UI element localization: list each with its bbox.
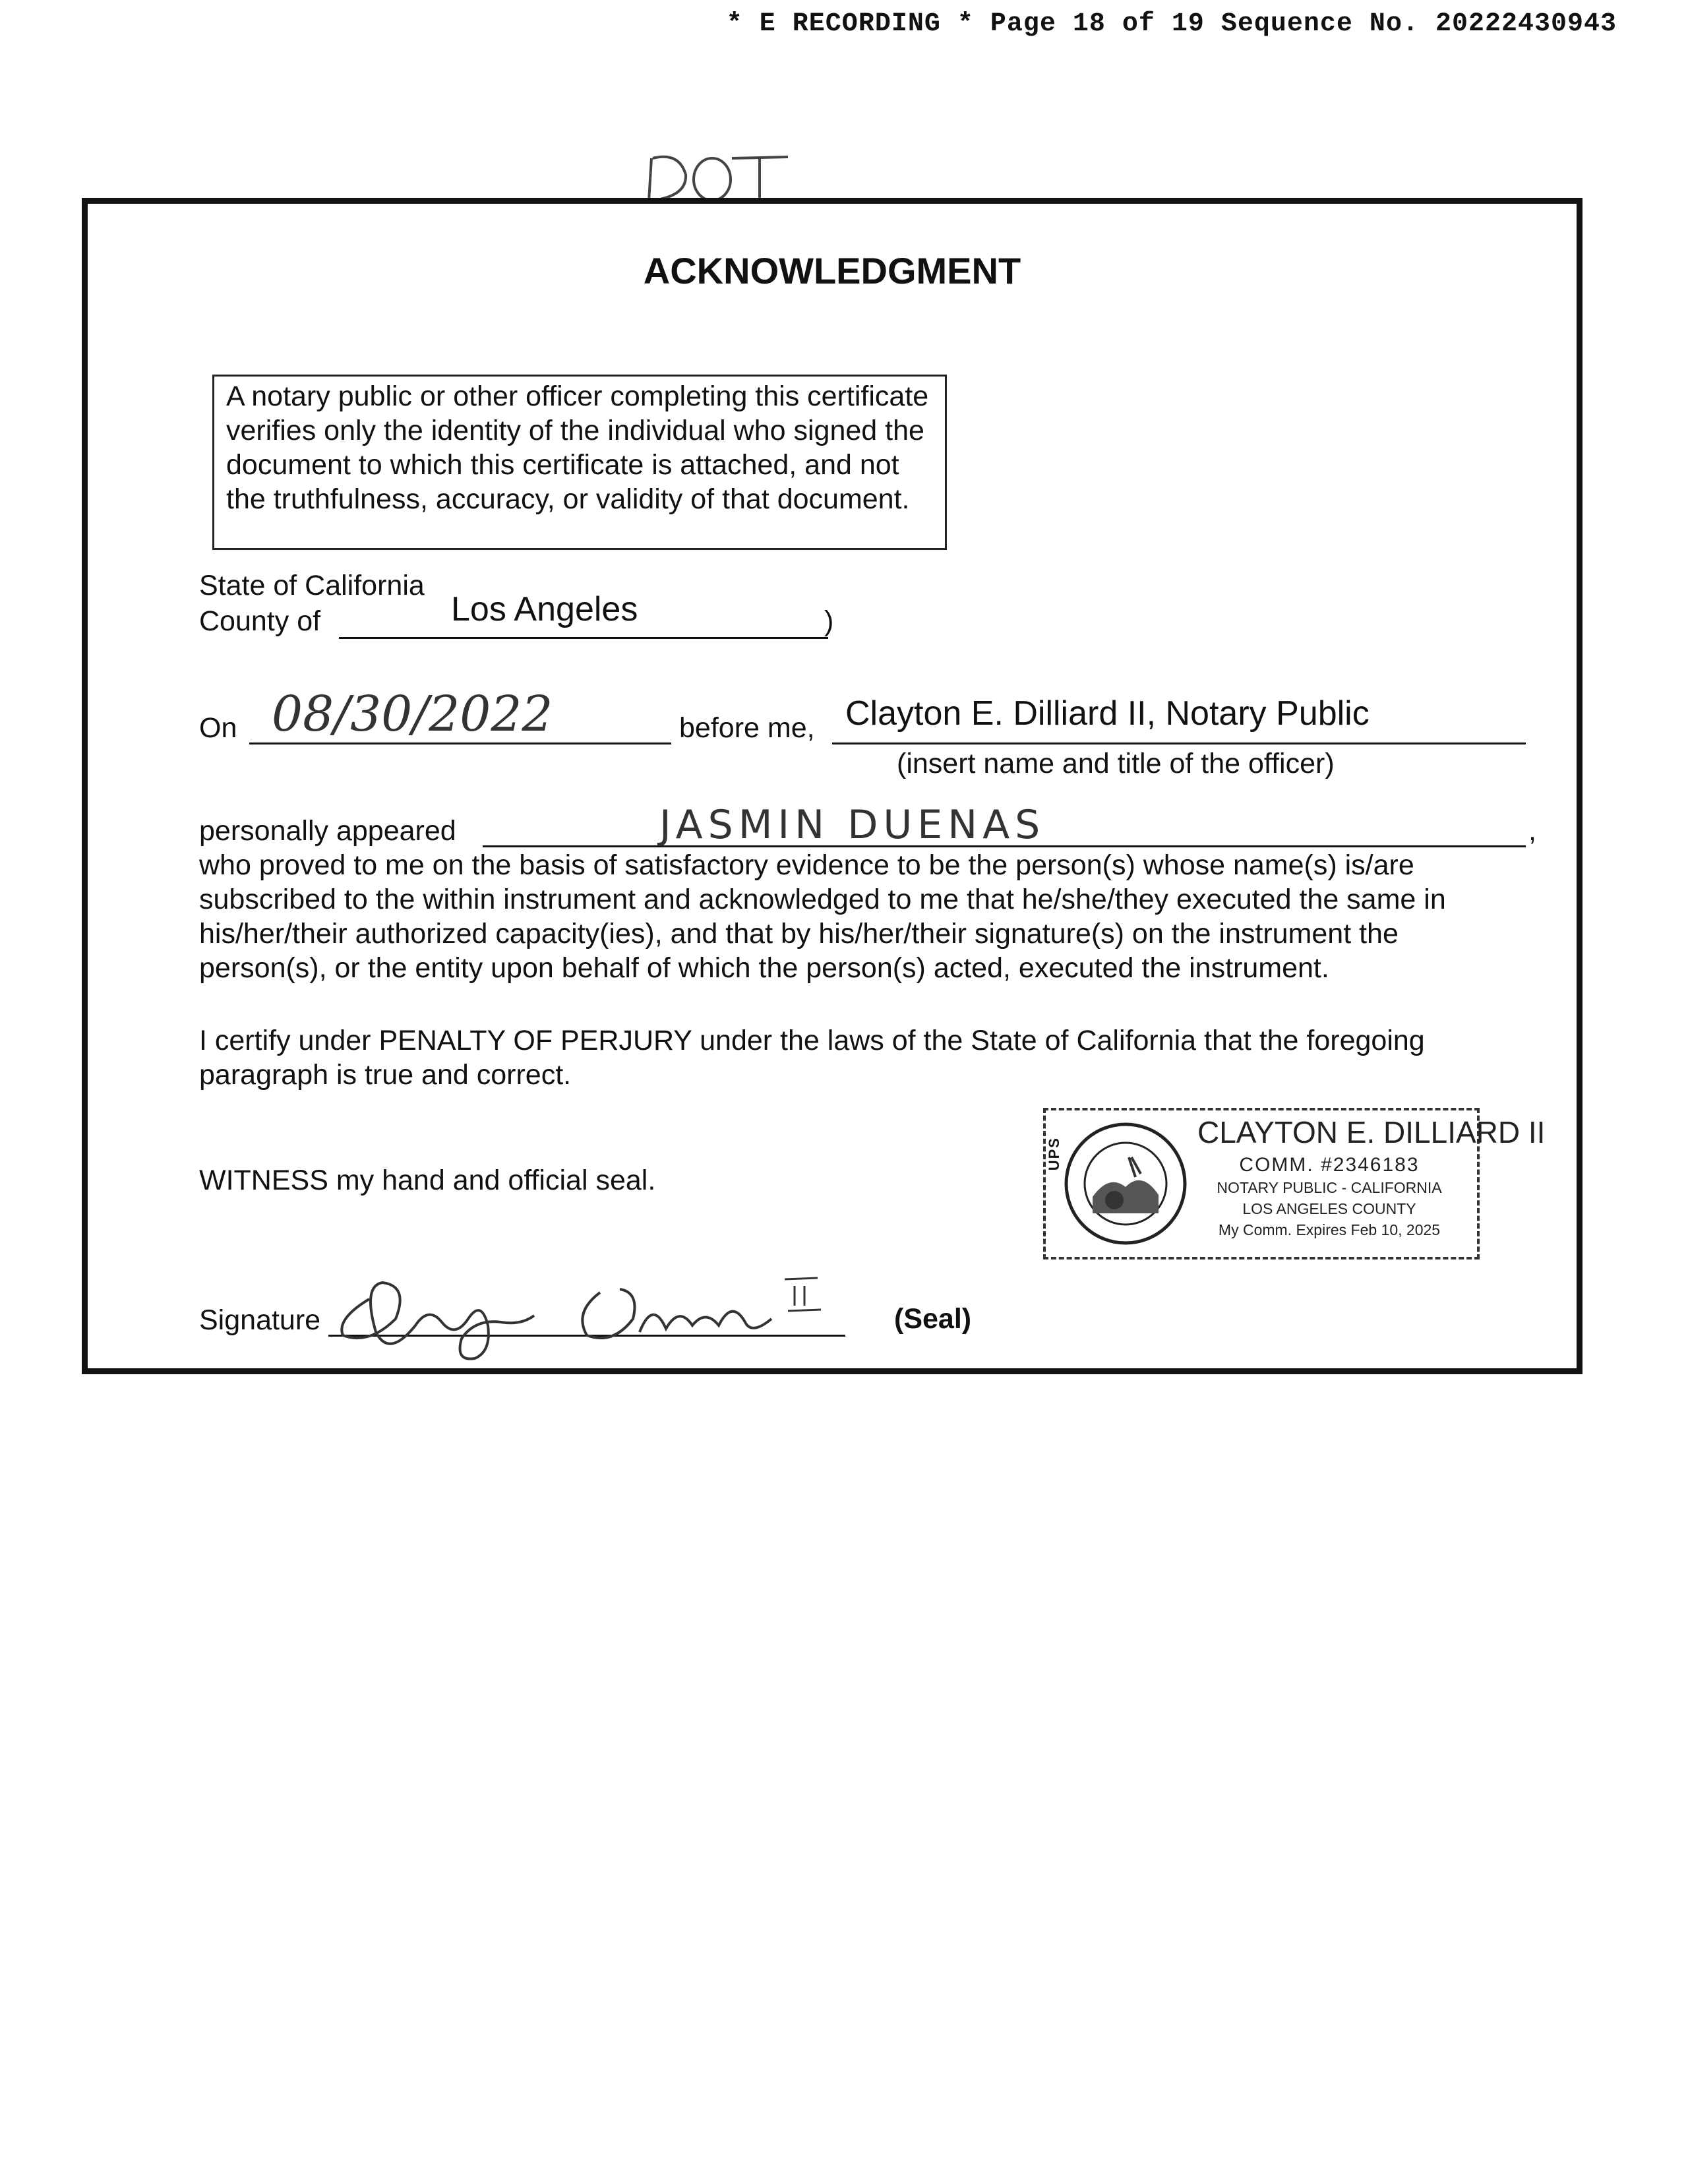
county-close-paren: ) <box>824 605 834 637</box>
stamp-expiration: My Comm. Expires Feb 10, 2025 <box>1218 1221 1441 1238</box>
certify-line-1: I certify under PENALTY OF PERJURY under the laws of the State of California that the foregoing <box>199 1025 1425 1056</box>
stamp-county: LOS ANGELES COUNTY <box>1242 1200 1416 1217</box>
officer-underline <box>832 743 1526 744</box>
proof-line-1: who proved to me on the basis of satisfactory evidence to be the person(s) whose name(s) is/are <box>199 849 1414 881</box>
before-me-label: before me, <box>679 712 815 744</box>
stamp-commission: COMM. #2346183 <box>1239 1154 1420 1176</box>
appeared-comma: , <box>1528 815 1536 847</box>
stamp-side-text: UPS <box>1046 1137 1062 1171</box>
appeared-label: personally appeared <box>199 815 456 847</box>
on-label: On <box>199 712 237 744</box>
proof-line-3: his/her/their authorized capacity(ies), and that by his/her/their signature(s) on the instrument the <box>199 918 1399 950</box>
seal-label: (Seal) <box>894 1303 972 1335</box>
appeared-value: JASMIN DUENAS <box>659 802 1046 848</box>
page-title: ACKNOWLEDGMENT <box>643 250 1021 291</box>
notary-notice-box: A notary public or other officer completing this certificate verifies only the identity of the individual who signed the document to which this certificate is attached, and not the truthfulness, accuracy, or validity of that document. <box>212 375 947 550</box>
stamp-title: NOTARY PUBLIC - CALIFORNIA <box>1217 1179 1442 1196</box>
state-line: State of California <box>199 570 425 601</box>
county-underline <box>339 637 828 639</box>
stamp-name: CLAYTON E. DILLIARD II <box>1197 1115 1546 1149</box>
proof-line-4: person(s), or the entity upon behalf of which the person(s) acted, executed the instrument. <box>199 952 1329 984</box>
state-seal-icon <box>1063 1121 1188 1246</box>
county-label: County of <box>199 605 321 637</box>
proof-line-2: subscribed to the within instrument and acknowledged to me that he/she/they executed the same in <box>199 884 1446 915</box>
witness-text: WITNESS my hand and official seal. <box>199 1165 656 1196</box>
handwritten-signature <box>323 1259 851 1365</box>
recording-header: * E RECORDING * Page 18 of 19 Sequence No. 20222430943 <box>726 9 1617 39</box>
date-underline <box>249 743 671 744</box>
notary-stamp <box>1043 1108 1546 1259</box>
officer-caption: (insert name and title of the officer) <box>897 748 1335 779</box>
officer-value: Clayton E. Dilliard II, Notary Public <box>845 694 1370 733</box>
signature-label: Signature <box>199 1304 321 1336</box>
date-value: 08/30/2022 <box>272 686 553 743</box>
certify-line-2: paragraph is true and correct. <box>199 1059 572 1091</box>
county-value: Los Angeles <box>451 590 638 628</box>
